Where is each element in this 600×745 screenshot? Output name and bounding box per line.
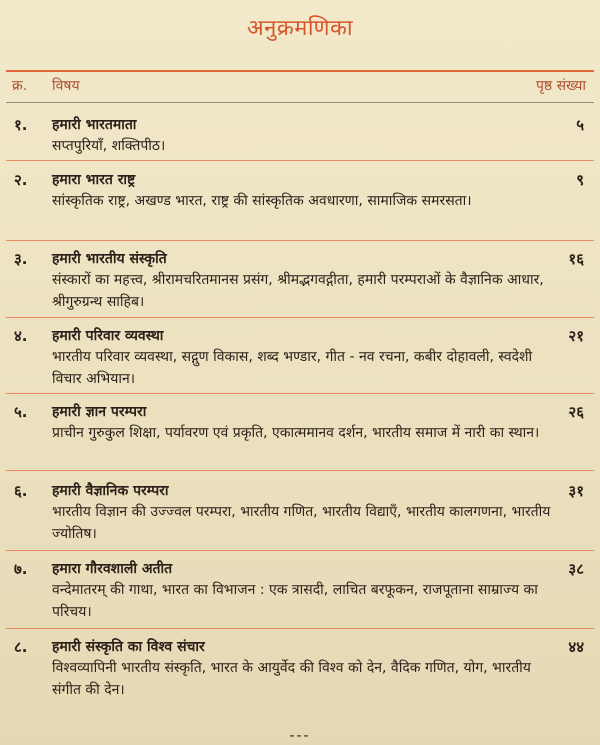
entry-page: ५ bbox=[576, 116, 584, 134]
entry-number: ८. bbox=[14, 638, 28, 656]
entry-description: विश्वव्यापिनी भारतीय संस्कृति, भारत के आयुर्वेद की विश्व को देन, वैदिक गणित, योग, भारतीय संगीत की देन। bbox=[52, 660, 531, 698]
entry-description: वन्देमातरम् की गाथा, भारत का विभाजन : एक त्रासदी, लाचित बरफूकन, राजपूताना साम्राज्य का परिचय। bbox=[52, 582, 538, 620]
header-bottom-rule bbox=[6, 102, 594, 103]
entry-separator bbox=[6, 550, 594, 551]
entry-separator bbox=[6, 240, 594, 241]
entry-number: ६. bbox=[14, 482, 28, 500]
entry-title: हमारी वैज्ञानिक परम्परा bbox=[52, 483, 169, 499]
entry-description: सप्तपुरियाँ, शक्तिपीठ। bbox=[52, 138, 166, 154]
header-top-rule bbox=[6, 70, 594, 72]
entry-title: हमारी ज्ञान परम्परा bbox=[52, 404, 147, 420]
entry-separator bbox=[6, 628, 594, 629]
entry-number: १. bbox=[14, 116, 28, 134]
entry-separator bbox=[6, 317, 594, 318]
entry-description: प्राचीन गुरुकुल शिक्षा, पर्यावरण एवं प्रकृति, एकात्ममानव दर्शन, भारतीय समाज में नारी का स्थान। bbox=[52, 425, 540, 441]
page-footer: --- bbox=[289, 728, 311, 744]
page-title: अनुक्रमणिका bbox=[246, 16, 354, 41]
entry-title: हमारी भारतमाता bbox=[52, 117, 137, 133]
entry-number: ७. bbox=[14, 560, 28, 578]
entry-page: ९ bbox=[576, 171, 584, 189]
entry-number: २. bbox=[14, 171, 28, 189]
entry-description: सांस्कृतिक राष्ट्र, अखण्ड भारत, राष्ट्र की सांस्कृतिक अवधारणा, सामाजिक समरसता। bbox=[52, 193, 472, 209]
header-number: क्र. bbox=[12, 78, 28, 94]
entry-separator bbox=[6, 470, 594, 471]
entry-page: ३८ bbox=[568, 560, 584, 578]
header-page: पृष्ठ संख्या bbox=[535, 78, 586, 94]
entry-title: हमारी परिवार व्यवस्था bbox=[52, 328, 164, 344]
entry-number: ४. bbox=[14, 327, 28, 345]
entry-page: ३१ bbox=[568, 482, 584, 500]
entry-page: २६ bbox=[568, 403, 584, 421]
entry-title: हमारा भारत राष्ट्र bbox=[52, 172, 136, 188]
entry-page: २१ bbox=[568, 327, 584, 345]
entry-description: भारतीय विज्ञान की उज्ज्वल परम्परा, भारतीय गणित, भारतीय विद्याएँ, भारतीय कालगणना, भारतीय ज्योतिष। bbox=[52, 504, 551, 542]
header-subject: विषय bbox=[52, 78, 80, 94]
entry-description: भारतीय परिवार व्यवस्था, सद्गुण विकास, शब्द भण्डार, गीत - नव रचना, कबीर दोहावली, स्वदेशी विचार अभियान। bbox=[52, 349, 533, 387]
entry-separator bbox=[6, 160, 594, 161]
entry-page: ४४ bbox=[568, 638, 584, 656]
entry-number: ५. bbox=[14, 403, 28, 421]
entry-title: हमारी भारतीय संस्कृति bbox=[52, 251, 167, 267]
entry-title: हमारा गौरवशाली अतीत bbox=[52, 561, 173, 577]
entry-number: ३. bbox=[14, 250, 28, 268]
entry-page: १६ bbox=[568, 250, 584, 268]
entry-separator bbox=[6, 393, 594, 394]
entry-description: संस्कारों का महत्त्व, श्रीरामचरितमानस प्रसंग, श्रीमद्भगवद्गीता, हमारी परम्पराओं के वैज्ञानिक आधार, श्रीगुरुग्रन्थ साहिब। bbox=[52, 272, 544, 310]
entry-title: हमारी संस्कृति का विश्व संचार bbox=[52, 639, 205, 655]
